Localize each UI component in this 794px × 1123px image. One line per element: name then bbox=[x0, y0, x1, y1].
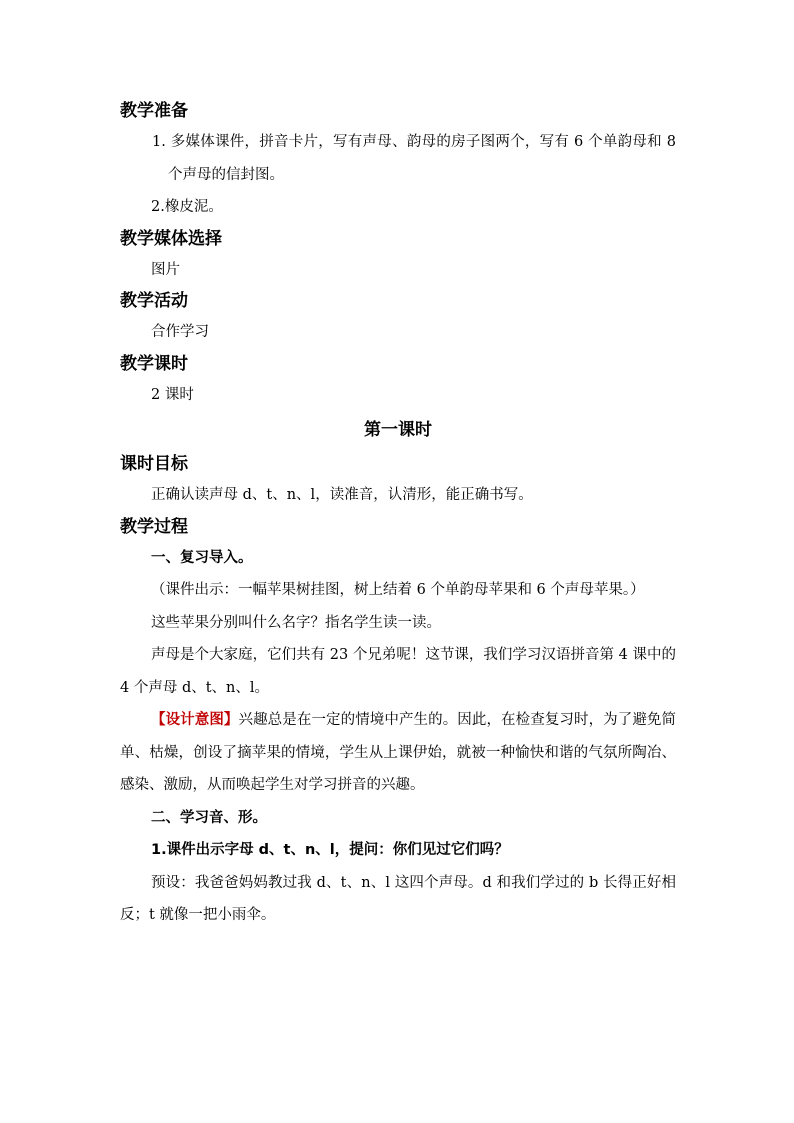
prep-item-1: 1. 多媒体课件，拼音卡片，写有声母、韵母的房子图两个，写有 6 个单韵母和 8 个声母的信封图。 bbox=[152, 134, 676, 183]
hours-text: 2 课时 bbox=[151, 386, 194, 403]
section-heading-process: 教学过程 bbox=[120, 516, 188, 537]
step2-title bbox=[120, 802, 676, 835]
media-text: 图片 bbox=[151, 261, 180, 278]
step1-paragraph-3: 声母是个大家庭，它们共有 23 个兄弟呢！这节课，我们学习汉语拼音第 4 课中的 4 个声母 d、t、n、l。 bbox=[120, 647, 676, 696]
document-page bbox=[120, 96, 676, 932]
section-heading-media: 教学媒体选择 bbox=[120, 228, 222, 249]
prep-item-2: 2.橡皮泥。 bbox=[151, 199, 223, 215]
activity-text: 合作学习 bbox=[151, 324, 209, 340]
step2-title-text: 二、学习音、形。 bbox=[151, 809, 267, 826]
step2-subtitle bbox=[120, 834, 676, 867]
lesson-title: 第一课时 bbox=[364, 420, 432, 440]
section-heading-hours: 教学课时 bbox=[120, 353, 188, 374]
step1-title bbox=[120, 542, 676, 575]
step1-title-text: 一、复习导入。 bbox=[151, 549, 253, 566]
step1-paragraph-2: 这些苹果分别叫什么名字？指名学生读一读。 bbox=[151, 614, 441, 631]
goal-text: 正确认读声母 d、t、n、l，读准音，认清形，能正确书写。 bbox=[151, 487, 533, 503]
step1-paragraph-1: （课件出示：一幅苹果树挂图，树上结着 6 个单韵母苹果和 6 个声母苹果。） bbox=[151, 582, 645, 598]
step2-paragraph-1: 预设：我爸爸妈妈教过我 d、t、n、l 这四个声母。d 和我们学过的 b 长得正好相反；t 就像一把小雨伞。 bbox=[120, 874, 676, 923]
design-intent-tag: 【设计意图】 bbox=[151, 711, 239, 728]
section-heading-prep: 教学准备 bbox=[120, 101, 188, 121]
design-intent-paragraph bbox=[120, 704, 676, 802]
section-heading-activity: 教学活动 bbox=[120, 291, 188, 311]
step2-subtitle-text: 1.课件出示字母 d、t、n、l，提问：你们见过它们吗？ bbox=[151, 842, 509, 858]
section-heading-goal: 课时目标 bbox=[120, 454, 188, 474]
design-intent-text: 兴趣总是在一定的情境中产生的。因此，在检查复习时，为了避免简单、枯燥，创设了摘苹果的情境，学生从上课伊始，就被一种愉快和谐的气氛所陶冶、感染、激励，从而唤起学生对学习拼音的兴趣。 bbox=[120, 712, 676, 793]
